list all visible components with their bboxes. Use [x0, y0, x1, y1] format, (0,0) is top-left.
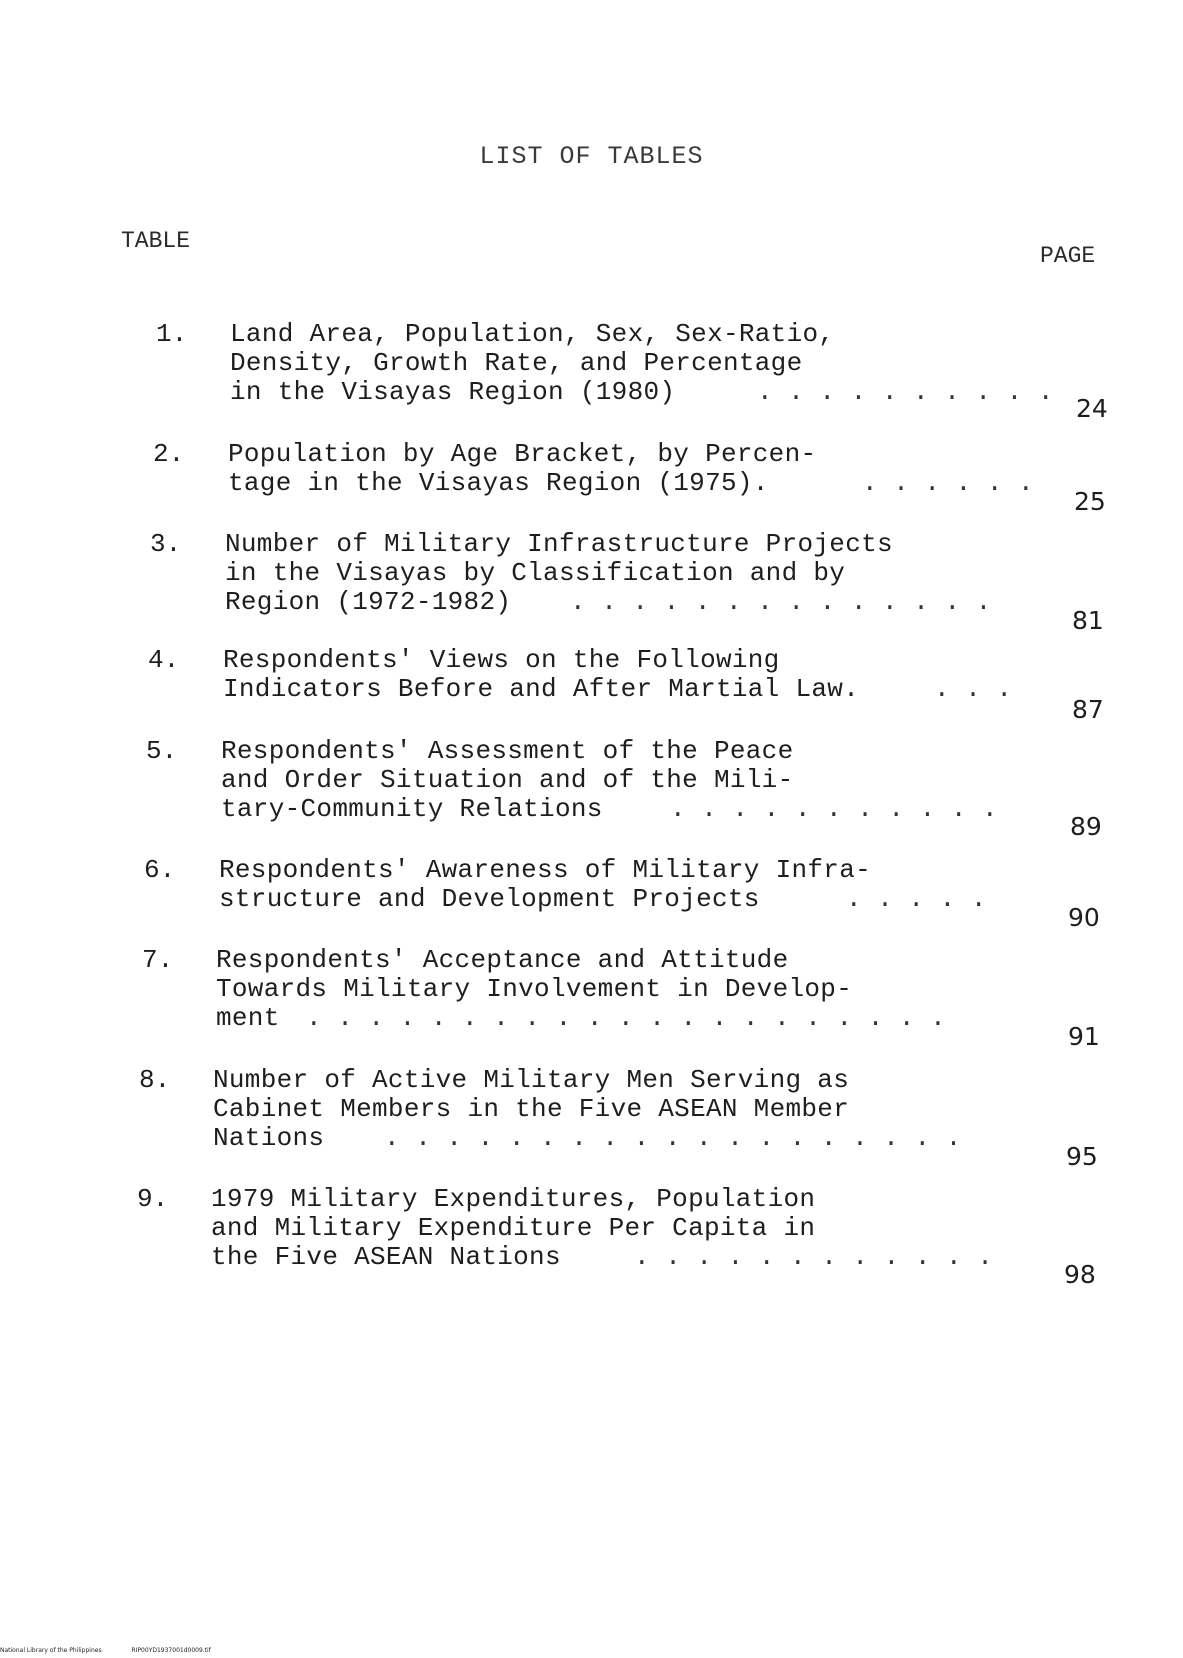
entry-number: 5.	[146, 736, 178, 766]
entry-page-number: 98	[1064, 1260, 1096, 1289]
footer-file: RIP00YD1937001d0009.tif	[131, 1647, 211, 1654]
page-title: LIST OF TABLES	[479, 142, 704, 171]
entry-title: Respondents' Assessment of the Peace and Order Situation and of the Mili- tary-Community Relations	[221, 736, 794, 824]
leader-dots: . . . . . . . . . . . .	[634, 1242, 993, 1272]
entry-page-number: 89	[1070, 812, 1102, 841]
entry-title: Respondents' Awareness of Military Infra- structure and Development Projects	[219, 855, 872, 914]
leader-dots: . . . . .	[846, 884, 987, 914]
leader-dots: . . . . . .	[862, 468, 1034, 498]
entry-number: 4.	[148, 645, 180, 675]
entry-title: Land Area, Population, Sex, Sex-Ratio, Density, Growth Rate, and Percentage in the Visayas Region (1980)	[230, 319, 835, 407]
entry-page-number: 95	[1066, 1142, 1098, 1171]
entry-number: 7.	[142, 945, 174, 975]
entry-number: 1.	[156, 319, 188, 349]
leader-dots: . . .	[934, 674, 1013, 704]
entry-title: Respondents' Views on the Following Indicators Before and After Martial Law.	[223, 645, 860, 704]
leader-dots: . . . . . . . . . . .	[670, 794, 998, 824]
leader-dots: . . . . . . . . . . . . . . . . . . . . .	[306, 1003, 946, 1033]
leader-dots: . . . . . . . . . .	[757, 377, 1054, 407]
entry-title: Number of Active Military Men Serving as Cabinet Members in the Five ASEAN Member Nations	[213, 1065, 850, 1153]
entry-page-number: 81	[1072, 606, 1104, 635]
entry-number: 9.	[137, 1184, 169, 1214]
entry-title: Number of Military Infrastructure Projects in the Visayas by Classification and by Region (1972-1982)	[225, 529, 893, 617]
entry-number: 6.	[144, 855, 176, 885]
entry-page-number: 25	[1074, 487, 1106, 516]
entry-title: Population by Age Bracket, by Percen- tage in the Visayas Region (1975).	[228, 439, 817, 498]
entry-page-number: 91	[1068, 1022, 1100, 1051]
entry-title: 1979 Military Expenditures, Population and Military Expenditure Per Capita in the Five ASEAN Nations	[211, 1184, 816, 1272]
leader-dots: . . . . . . . . . . . . . .	[570, 587, 992, 617]
entry-page-number: 24	[1076, 394, 1108, 423]
entry-number: 2.	[153, 439, 185, 469]
table-column-header: TABLE	[121, 228, 191, 254]
entry-page-number: 87	[1072, 695, 1104, 724]
entry-page-number: 90	[1068, 903, 1100, 932]
page-column-header: PAGE	[1040, 243, 1096, 269]
footer-library: National Library of the Philippines	[0, 1647, 102, 1654]
entry-number: 3.	[150, 529, 182, 559]
entry-number: 8.	[139, 1065, 171, 1095]
entry-title: Respondents' Acceptance and Attitude Towards Military Involvement in Develop- ment	[216, 945, 853, 1033]
leader-dots: . . . . . . . . . . . . . . . . . . .	[384, 1123, 962, 1153]
scan-footer	[0, 1647, 239, 1654]
